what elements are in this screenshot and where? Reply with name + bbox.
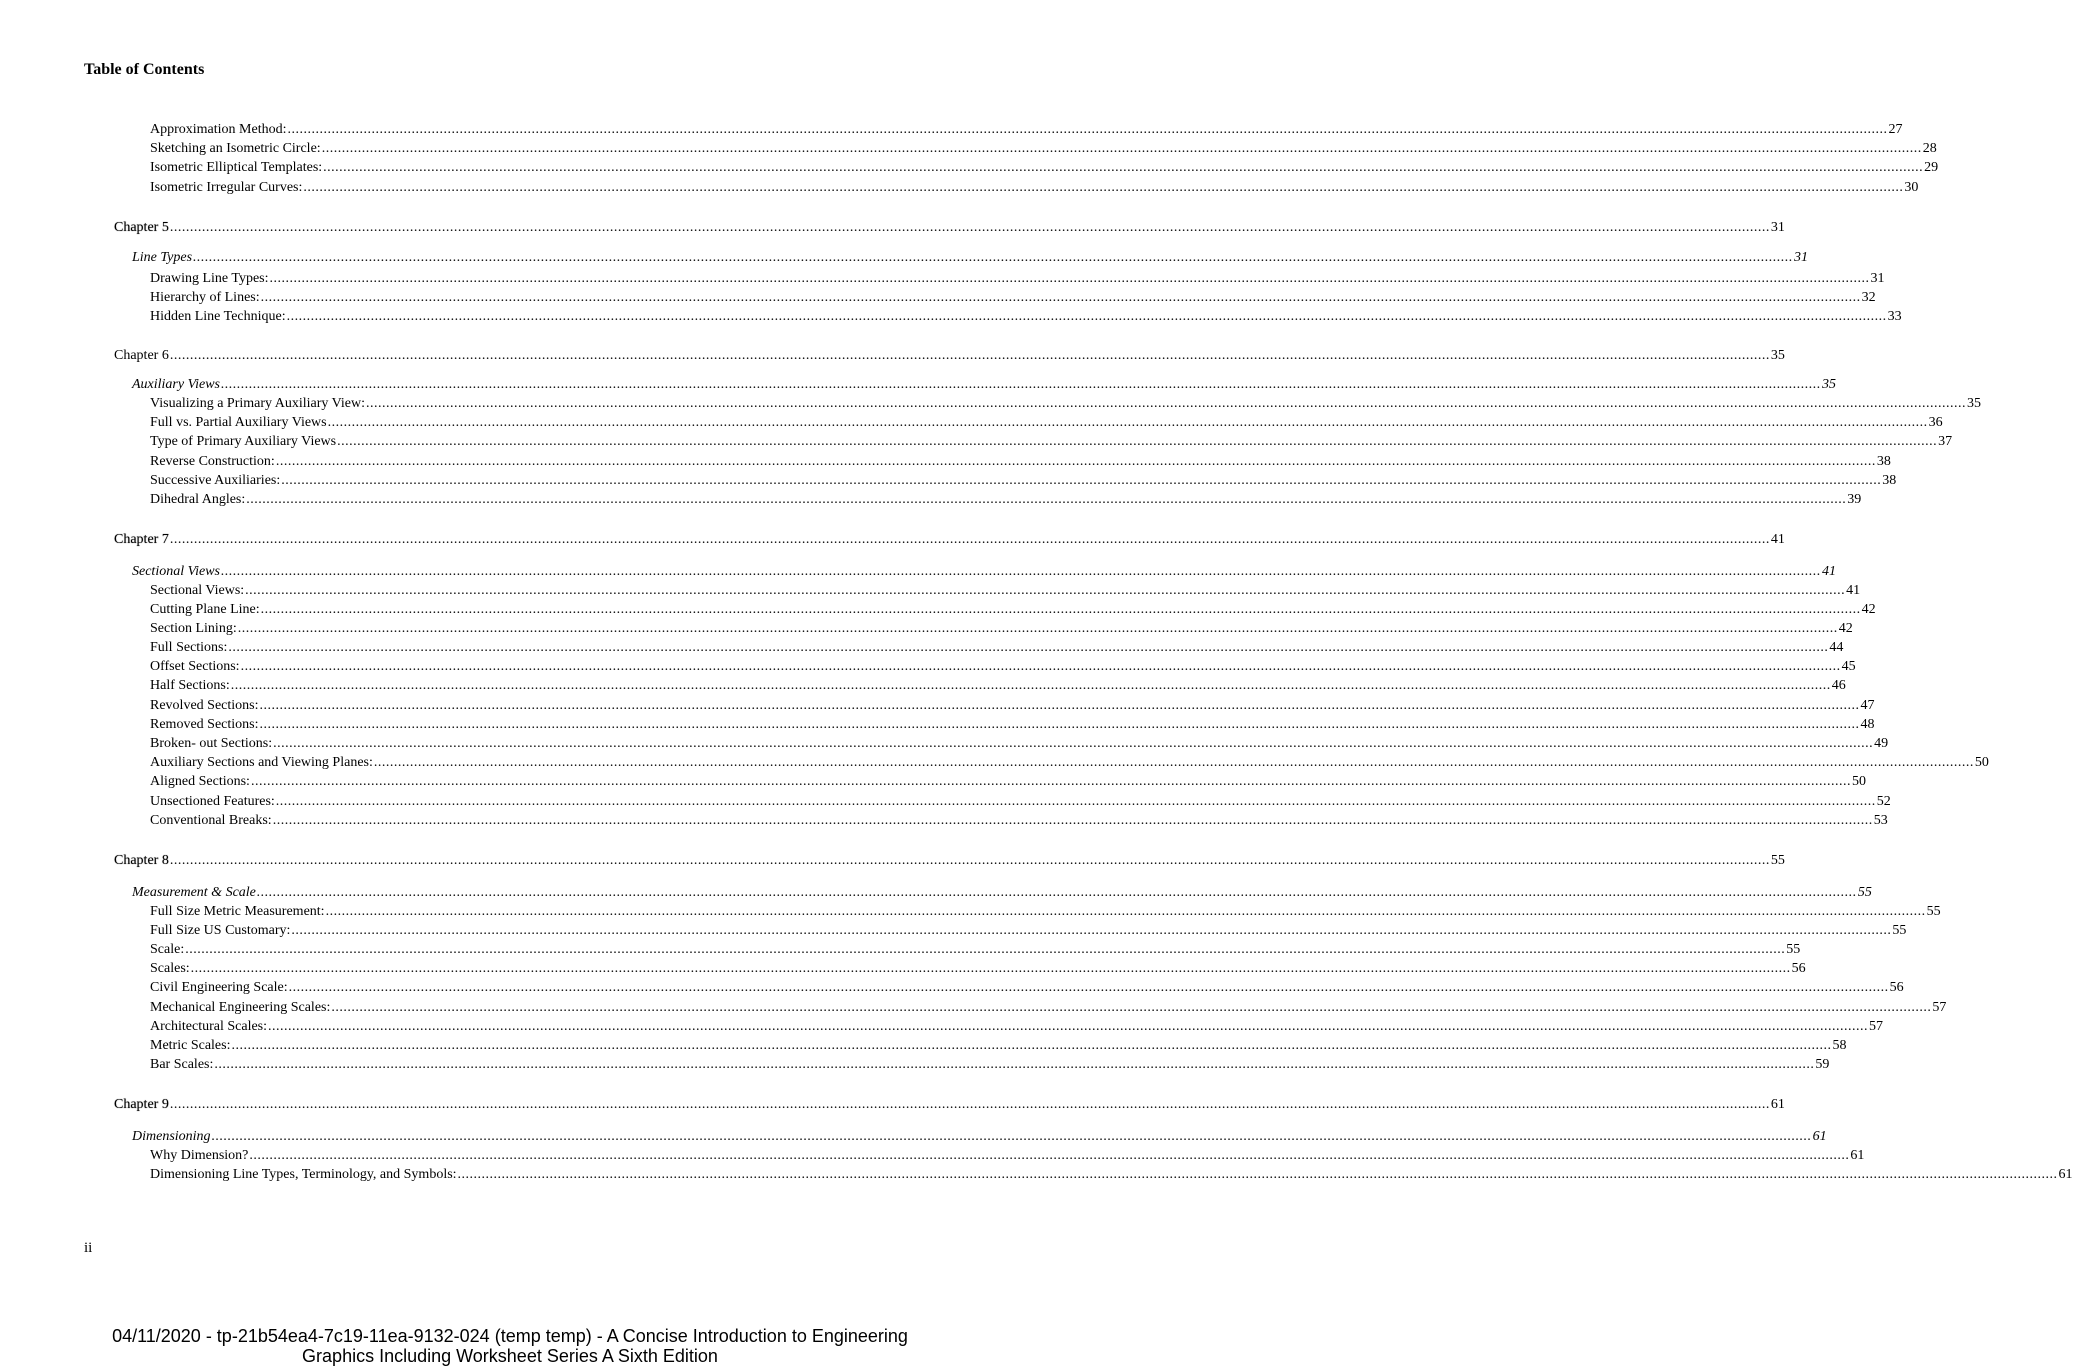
toc-entry-page: 57 bbox=[1932, 1000, 1947, 1015]
toc-entry-page: 38 bbox=[1876, 454, 1891, 469]
toc-item-entry bbox=[150, 1166, 2073, 1183]
dot-leader: ................................................................................................................................................................................................................................................................................................................................................................................................................ bbox=[221, 377, 1821, 392]
toc-item-entry bbox=[150, 395, 1982, 412]
dot-leader: ................................................................................................................................................................................................................................................................................................................................................................................................................ bbox=[275, 454, 1876, 469]
toc-entry-page: 46 bbox=[1831, 678, 1846, 693]
toc-item-entry bbox=[150, 270, 1885, 287]
dot-leader: ................................................................................................................................................................................................................................................................................................................................................................................................................ bbox=[303, 180, 1904, 195]
toc-entry-label: Reverse Construction: bbox=[150, 454, 275, 469]
dot-leader: ................................................................................................................................................................................................................................................................................................................................................................................................................ bbox=[268, 1019, 1869, 1034]
toc-entry-label: Auxiliary Views bbox=[132, 377, 220, 392]
toc-section-entry bbox=[132, 563, 1836, 580]
dot-leader: ................................................................................................................................................................................................................................................................................................................................................................................................................ bbox=[260, 290, 1861, 305]
footer-line-2: Graphics Including Worksheet Series A Sixth Edition bbox=[302, 1346, 718, 1366]
toc-entry-page: 44 bbox=[1829, 640, 1844, 655]
toc-entry-label: Section Lining: bbox=[150, 621, 237, 636]
dot-leader: ................................................................................................................................................................................................................................................................................................................................................................................................................ bbox=[373, 755, 1974, 770]
dot-leader: ................................................................................................................................................................................................................................................................................................................................................................................................................ bbox=[323, 160, 1924, 175]
toc-entry-page: 58 bbox=[1832, 1038, 1847, 1053]
toc-entry-page: 42 bbox=[1861, 602, 1876, 617]
toc-item-entry bbox=[150, 658, 1856, 675]
toc-item-entry bbox=[150, 903, 1941, 920]
toc-chapter-entry[interactable] bbox=[114, 531, 1785, 548]
toc-entry-page: 52 bbox=[1876, 794, 1891, 809]
toc-entry-label: Why Dimension? bbox=[150, 1148, 249, 1163]
dot-leader: ................................................................................................................................................................................................................................................................................................................................................................................................................ bbox=[291, 923, 1892, 938]
dot-leader: ................................................................................................................................................................................................................................................................................................................................................................................................................ bbox=[249, 1148, 1850, 1163]
dot-leader: ................................................................................................................................................................................................................................................................................................................................................................................................................ bbox=[214, 1057, 1815, 1072]
toc-entry-label: Dihedral Angles: bbox=[150, 492, 246, 507]
toc-entry-page: 31 bbox=[1794, 250, 1809, 265]
dot-leader: ................................................................................................................................................................................................................................................................................................................................................................................................................ bbox=[228, 640, 1829, 655]
toc-entry-label: Sectional Views bbox=[132, 564, 220, 579]
dot-leader: ................................................................................................................................................................................................................................................................................................................................................................................................................ bbox=[337, 434, 1938, 449]
dot-leader: ................................................................................................................................................................................................................................................................................................................................................................................................................ bbox=[321, 141, 1922, 156]
toc-entry-page: 55 bbox=[1786, 942, 1801, 957]
toc-section-entry bbox=[132, 1128, 1827, 1145]
toc-entry-label: Conventional Breaks: bbox=[150, 813, 272, 828]
toc-entry-page: 45 bbox=[1841, 659, 1856, 674]
dot-leader: ................................................................................................................................................................................................................................................................................................................................................................................................................ bbox=[259, 717, 1860, 732]
toc-entry-page: 38 bbox=[1882, 473, 1897, 488]
toc-item-entry bbox=[150, 639, 1844, 656]
toc-chapter-entry[interactable] bbox=[114, 852, 1785, 869]
page-number: ii bbox=[84, 1240, 93, 1256]
dot-leader: ................................................................................................................................................................................................................................................................................................................................................................................................................ bbox=[366, 396, 1967, 411]
toc-entry-page: 42 bbox=[1838, 621, 1853, 636]
toc-chapter-entry[interactable] bbox=[114, 219, 1785, 236]
dot-leader: ................................................................................................................................................................................................................................................................................................................................................................................................................ bbox=[259, 698, 1860, 713]
toc-entry-page: 41 bbox=[1770, 532, 1785, 547]
toc-entry-label: Civil Engineering Scale: bbox=[150, 980, 288, 995]
dot-leader: ................................................................................................................................................................................................................................................................................................................................................................................................................ bbox=[269, 271, 1870, 286]
toc-entry-label: Aligned Sections: bbox=[150, 774, 250, 789]
toc-section-entry bbox=[132, 249, 1809, 266]
dot-leader: ................................................................................................................................................................................................................................................................................................................................................................................................................ bbox=[287, 122, 1888, 137]
toc-entry-label: Type of Primary Auxiliary Views bbox=[150, 434, 337, 449]
toc-entry-page: 55 bbox=[1857, 885, 1872, 900]
toc-item-entry bbox=[150, 754, 1989, 771]
toc-entry-label: Isometric Irregular Curves: bbox=[150, 180, 303, 195]
dot-leader: ................................................................................................................................................................................................................................................................................................................................................................................................................ bbox=[245, 583, 1846, 598]
toc-entry-page: 61 bbox=[2058, 1167, 2073, 1182]
toc-item-entry bbox=[150, 793, 1891, 810]
toc-item-entry bbox=[150, 735, 1889, 752]
toc-entry-label: Mechanical Engineering Scales: bbox=[150, 1000, 331, 1015]
toc-item-entry bbox=[150, 941, 1801, 958]
toc-entry-page: 32 bbox=[1861, 290, 1876, 305]
toc-entry-label[interactable]: Chapter 5 bbox=[114, 220, 169, 235]
toc-entry-label: Auxiliary Sections and Viewing Planes: bbox=[150, 755, 373, 770]
toc-entry-label[interactable]: Chapter 8 bbox=[114, 853, 169, 868]
toc-entry-label[interactable]: Chapter 9 bbox=[114, 1097, 169, 1112]
toc-entry-label: Offset Sections: bbox=[150, 659, 240, 674]
toc-entry-page: 50 bbox=[1851, 774, 1866, 789]
toc-item-entry bbox=[150, 414, 1943, 431]
toc-entry-page: 35 bbox=[1822, 377, 1836, 392]
dot-leader: ................................................................................................................................................................................................................................................................................................................................................................................................................ bbox=[275, 794, 1876, 809]
toc-item-entry bbox=[150, 677, 1846, 694]
toc-entry-label: Full Sections: bbox=[150, 640, 228, 655]
toc-entry-label: Drawing Line Types: bbox=[150, 271, 269, 286]
toc-entry-page: 33 bbox=[1887, 309, 1902, 324]
dot-leader: ................................................................................................................................................................................................................................................................................................................................................................................................................ bbox=[250, 774, 1851, 789]
toc-item-entry bbox=[150, 922, 1907, 939]
toc-item-entry bbox=[150, 716, 1875, 733]
toc-entry-page: 30 bbox=[1904, 180, 1919, 195]
toc-entry-page: 53 bbox=[1873, 813, 1888, 828]
toc-entry-page: 55 bbox=[1926, 904, 1941, 919]
dot-leader: ................................................................................................................................................................................................................................................................................................................................................................................................................ bbox=[169, 348, 1770, 363]
dot-leader: ................................................................................................................................................................................................................................................................................................................................................................................................................ bbox=[237, 621, 1838, 636]
toc-entry-label: Revolved Sections: bbox=[150, 698, 259, 713]
dot-leader: ................................................................................................................................................................................................................................................................................................................................................................................................................ bbox=[325, 904, 1926, 919]
dot-leader: ................................................................................................................................................................................................................................................................................................................................................................................................................ bbox=[221, 564, 1821, 579]
toc-entry-label: Cutting Plane Line: bbox=[150, 602, 260, 617]
toc-entry-label: Broken- out Sections: bbox=[150, 736, 273, 751]
toc-entry-page: 48 bbox=[1860, 717, 1875, 732]
toc-entry-label: Isometric Elliptical Templates: bbox=[150, 160, 323, 175]
toc-section-entry bbox=[132, 376, 1836, 393]
toc-section-entry bbox=[132, 884, 1872, 901]
toc-entry-label: Unsectioned Features: bbox=[150, 794, 275, 809]
toc-entry-page: 47 bbox=[1860, 698, 1875, 713]
page-title: Table of Contents bbox=[84, 61, 205, 78]
toc-chapter-entry bbox=[114, 347, 1785, 364]
toc-entry-page: 27 bbox=[1888, 122, 1903, 137]
dot-leader: ................................................................................................................................................................................................................................................................................................................................................................................................................ bbox=[327, 415, 1928, 430]
toc-item-entry bbox=[150, 773, 1866, 790]
toc-entry-page: 39 bbox=[1847, 492, 1862, 507]
toc-entry-label: Successive Auxiliaries: bbox=[150, 473, 281, 488]
toc-entry-label: Visualizing a Primary Auxiliary View: bbox=[150, 396, 366, 411]
toc-item-entry bbox=[150, 472, 1897, 489]
toc-item-entry bbox=[150, 1018, 1884, 1035]
toc-item-entry bbox=[150, 159, 1939, 176]
toc-item-entry bbox=[150, 999, 1947, 1016]
toc-entry-label[interactable]: Chapter 7 bbox=[114, 532, 169, 547]
toc-item-entry bbox=[150, 1056, 1830, 1073]
toc-entry-page: 37 bbox=[1938, 434, 1953, 449]
toc-entry-label: Full vs. Partial Auxiliary Views bbox=[150, 415, 327, 430]
dot-leader: ................................................................................................................................................................................................................................................................................................................................................................................................................ bbox=[331, 1000, 1932, 1015]
footer bbox=[0, 1326, 1020, 1366]
toc-entry-label: Scale: bbox=[150, 942, 185, 957]
toc-entry-label: Architectural Scales: bbox=[150, 1019, 268, 1034]
toc-entry-label: Scales: bbox=[150, 961, 190, 976]
toc-entry-page: 49 bbox=[1874, 736, 1889, 751]
toc-entry-label: Hierarchy of Lines: bbox=[150, 290, 260, 305]
dot-leader: ................................................................................................................................................................................................................................................................................................................................................................................................................ bbox=[256, 885, 1857, 900]
toc-entry-label: Removed Sections: bbox=[150, 717, 259, 732]
toc-item-entry bbox=[150, 1037, 1847, 1054]
dot-leader: ................................................................................................................................................................................................................................................................................................................................................................................................................ bbox=[288, 980, 1889, 995]
toc-item-entry bbox=[150, 697, 1875, 714]
dot-leader: ................................................................................................................................................................................................................................................................................................................................................................................................................ bbox=[190, 961, 1791, 976]
toc-entry-page: 55 bbox=[1770, 853, 1785, 868]
toc-entry-page: 61 bbox=[1770, 1097, 1785, 1112]
dot-leader: ................................................................................................................................................................................................................................................................................................................................................................................................................ bbox=[169, 853, 1770, 868]
dot-leader: ................................................................................................................................................................................................................................................................................................................................................................................................................ bbox=[231, 1038, 1832, 1053]
toc-item-entry bbox=[150, 1147, 1865, 1164]
toc-entry-label: Bar Scales: bbox=[150, 1057, 214, 1072]
toc-item-entry bbox=[150, 960, 1806, 977]
toc-chapter-entry[interactable] bbox=[114, 1096, 1785, 1113]
toc-entry-label: Full Size US Customary: bbox=[150, 923, 291, 938]
toc-item-entry bbox=[150, 289, 1876, 306]
toc-item-entry bbox=[150, 979, 1904, 996]
dot-leader: ................................................................................................................................................................................................................................................................................................................................................................................................................ bbox=[457, 1167, 2058, 1182]
toc-entry-label: Metric Scales: bbox=[150, 1038, 231, 1053]
toc-item-entry bbox=[150, 121, 1903, 138]
toc-item-entry bbox=[150, 140, 1937, 157]
toc-entry-page: 61 bbox=[1850, 1148, 1865, 1163]
toc-entry-page: 61 bbox=[1812, 1129, 1827, 1144]
footer-line-1: 04/11/2020 - tp-21b54ea4-7c19-11ea-9132-024 (temp temp) - A Concise Introduction to Engineering bbox=[112, 1326, 908, 1346]
toc-item-entry bbox=[150, 620, 1853, 637]
toc-entry-label: Dimensioning Line Types, Terminology, and Symbols: bbox=[150, 1167, 457, 1182]
toc-entry-label: Full Size Metric Measurement: bbox=[150, 904, 325, 919]
toc-entry-label: Measurement & Scale bbox=[132, 885, 256, 900]
toc-item-entry bbox=[150, 582, 1861, 599]
dot-leader: ................................................................................................................................................................................................................................................................................................................................................................................................................ bbox=[185, 942, 1786, 957]
toc-entry-label: Hidden Line Technique: bbox=[150, 309, 286, 324]
toc-entry-page: 56 bbox=[1889, 980, 1904, 995]
toc-entry-page: 31 bbox=[1870, 271, 1885, 286]
toc-item-entry bbox=[150, 179, 1919, 196]
toc-item-entry bbox=[150, 453, 1891, 470]
toc-entry-label: Sketching an Isometric Circle: bbox=[150, 141, 321, 156]
toc-item-entry bbox=[150, 491, 1862, 508]
toc-entry-page: 55 bbox=[1892, 923, 1907, 938]
dot-leader: ................................................................................................................................................................................................................................................................................................................................................................................................................ bbox=[240, 659, 1841, 674]
toc-item-entry bbox=[150, 601, 1876, 618]
toc-item-entry bbox=[150, 812, 1888, 829]
toc-entry-page: 56 bbox=[1791, 961, 1806, 976]
dot-leader: ................................................................................................................................................................................................................................................................................................................................................................................................................ bbox=[169, 1097, 1770, 1112]
toc-entry-page: 35 bbox=[1770, 348, 1785, 363]
dot-leader: ................................................................................................................................................................................................................................................................................................................................................................................................................ bbox=[169, 532, 1770, 547]
dot-leader: ................................................................................................................................................................................................................................................................................................................................................................................................................ bbox=[281, 473, 1882, 488]
toc-entry-page: 31 bbox=[1770, 220, 1785, 235]
toc-entry-page: 57 bbox=[1869, 1019, 1884, 1034]
dot-leader: ................................................................................................................................................................................................................................................................................................................................................................................................................ bbox=[272, 813, 1873, 828]
toc-entry-label: Dimensioning bbox=[132, 1129, 211, 1144]
toc-entry-page: 28 bbox=[1922, 141, 1937, 156]
toc-entry-label: Line Types bbox=[132, 250, 193, 265]
toc-entry-label: Chapter 6 bbox=[114, 348, 169, 363]
toc-entry-page: 29 bbox=[1924, 160, 1939, 175]
toc-entry-page: 41 bbox=[1846, 583, 1861, 598]
toc-entry-page: 35 bbox=[1967, 396, 1982, 411]
dot-leader: ................................................................................................................................................................................................................................................................................................................................................................................................................ bbox=[169, 220, 1770, 235]
toc-item-entry bbox=[150, 433, 1953, 450]
dot-leader: ................................................................................................................................................................................................................................................................................................................................................................................................................ bbox=[211, 1129, 1812, 1144]
toc-entry-page: 41 bbox=[1822, 564, 1836, 579]
toc-entry-page: 36 bbox=[1928, 415, 1943, 430]
toc-entry-page: 59 bbox=[1815, 1057, 1830, 1072]
dot-leader: ................................................................................................................................................................................................................................................................................................................................................................................................................ bbox=[273, 736, 1874, 751]
dot-leader: ................................................................................................................................................................................................................................................................................................................................................................................................................ bbox=[230, 678, 1831, 693]
dot-leader: ................................................................................................................................................................................................................................................................................................................................................................................................................ bbox=[246, 492, 1847, 507]
toc-entry-page: 50 bbox=[1974, 755, 1989, 770]
toc-entry-label: Sectional Views: bbox=[150, 583, 245, 598]
toc-entry-label: Approximation Method: bbox=[150, 122, 287, 137]
dot-leader: ................................................................................................................................................................................................................................................................................................................................................................................................................ bbox=[286, 309, 1887, 324]
dot-leader: ................................................................................................................................................................................................................................................................................................................................................................................................................ bbox=[193, 250, 1794, 265]
toc-item-entry bbox=[150, 308, 1902, 325]
toc-entry-label: Half Sections: bbox=[150, 678, 230, 693]
dot-leader: ................................................................................................................................................................................................................................................................................................................................................................................................................ bbox=[260, 602, 1861, 617]
